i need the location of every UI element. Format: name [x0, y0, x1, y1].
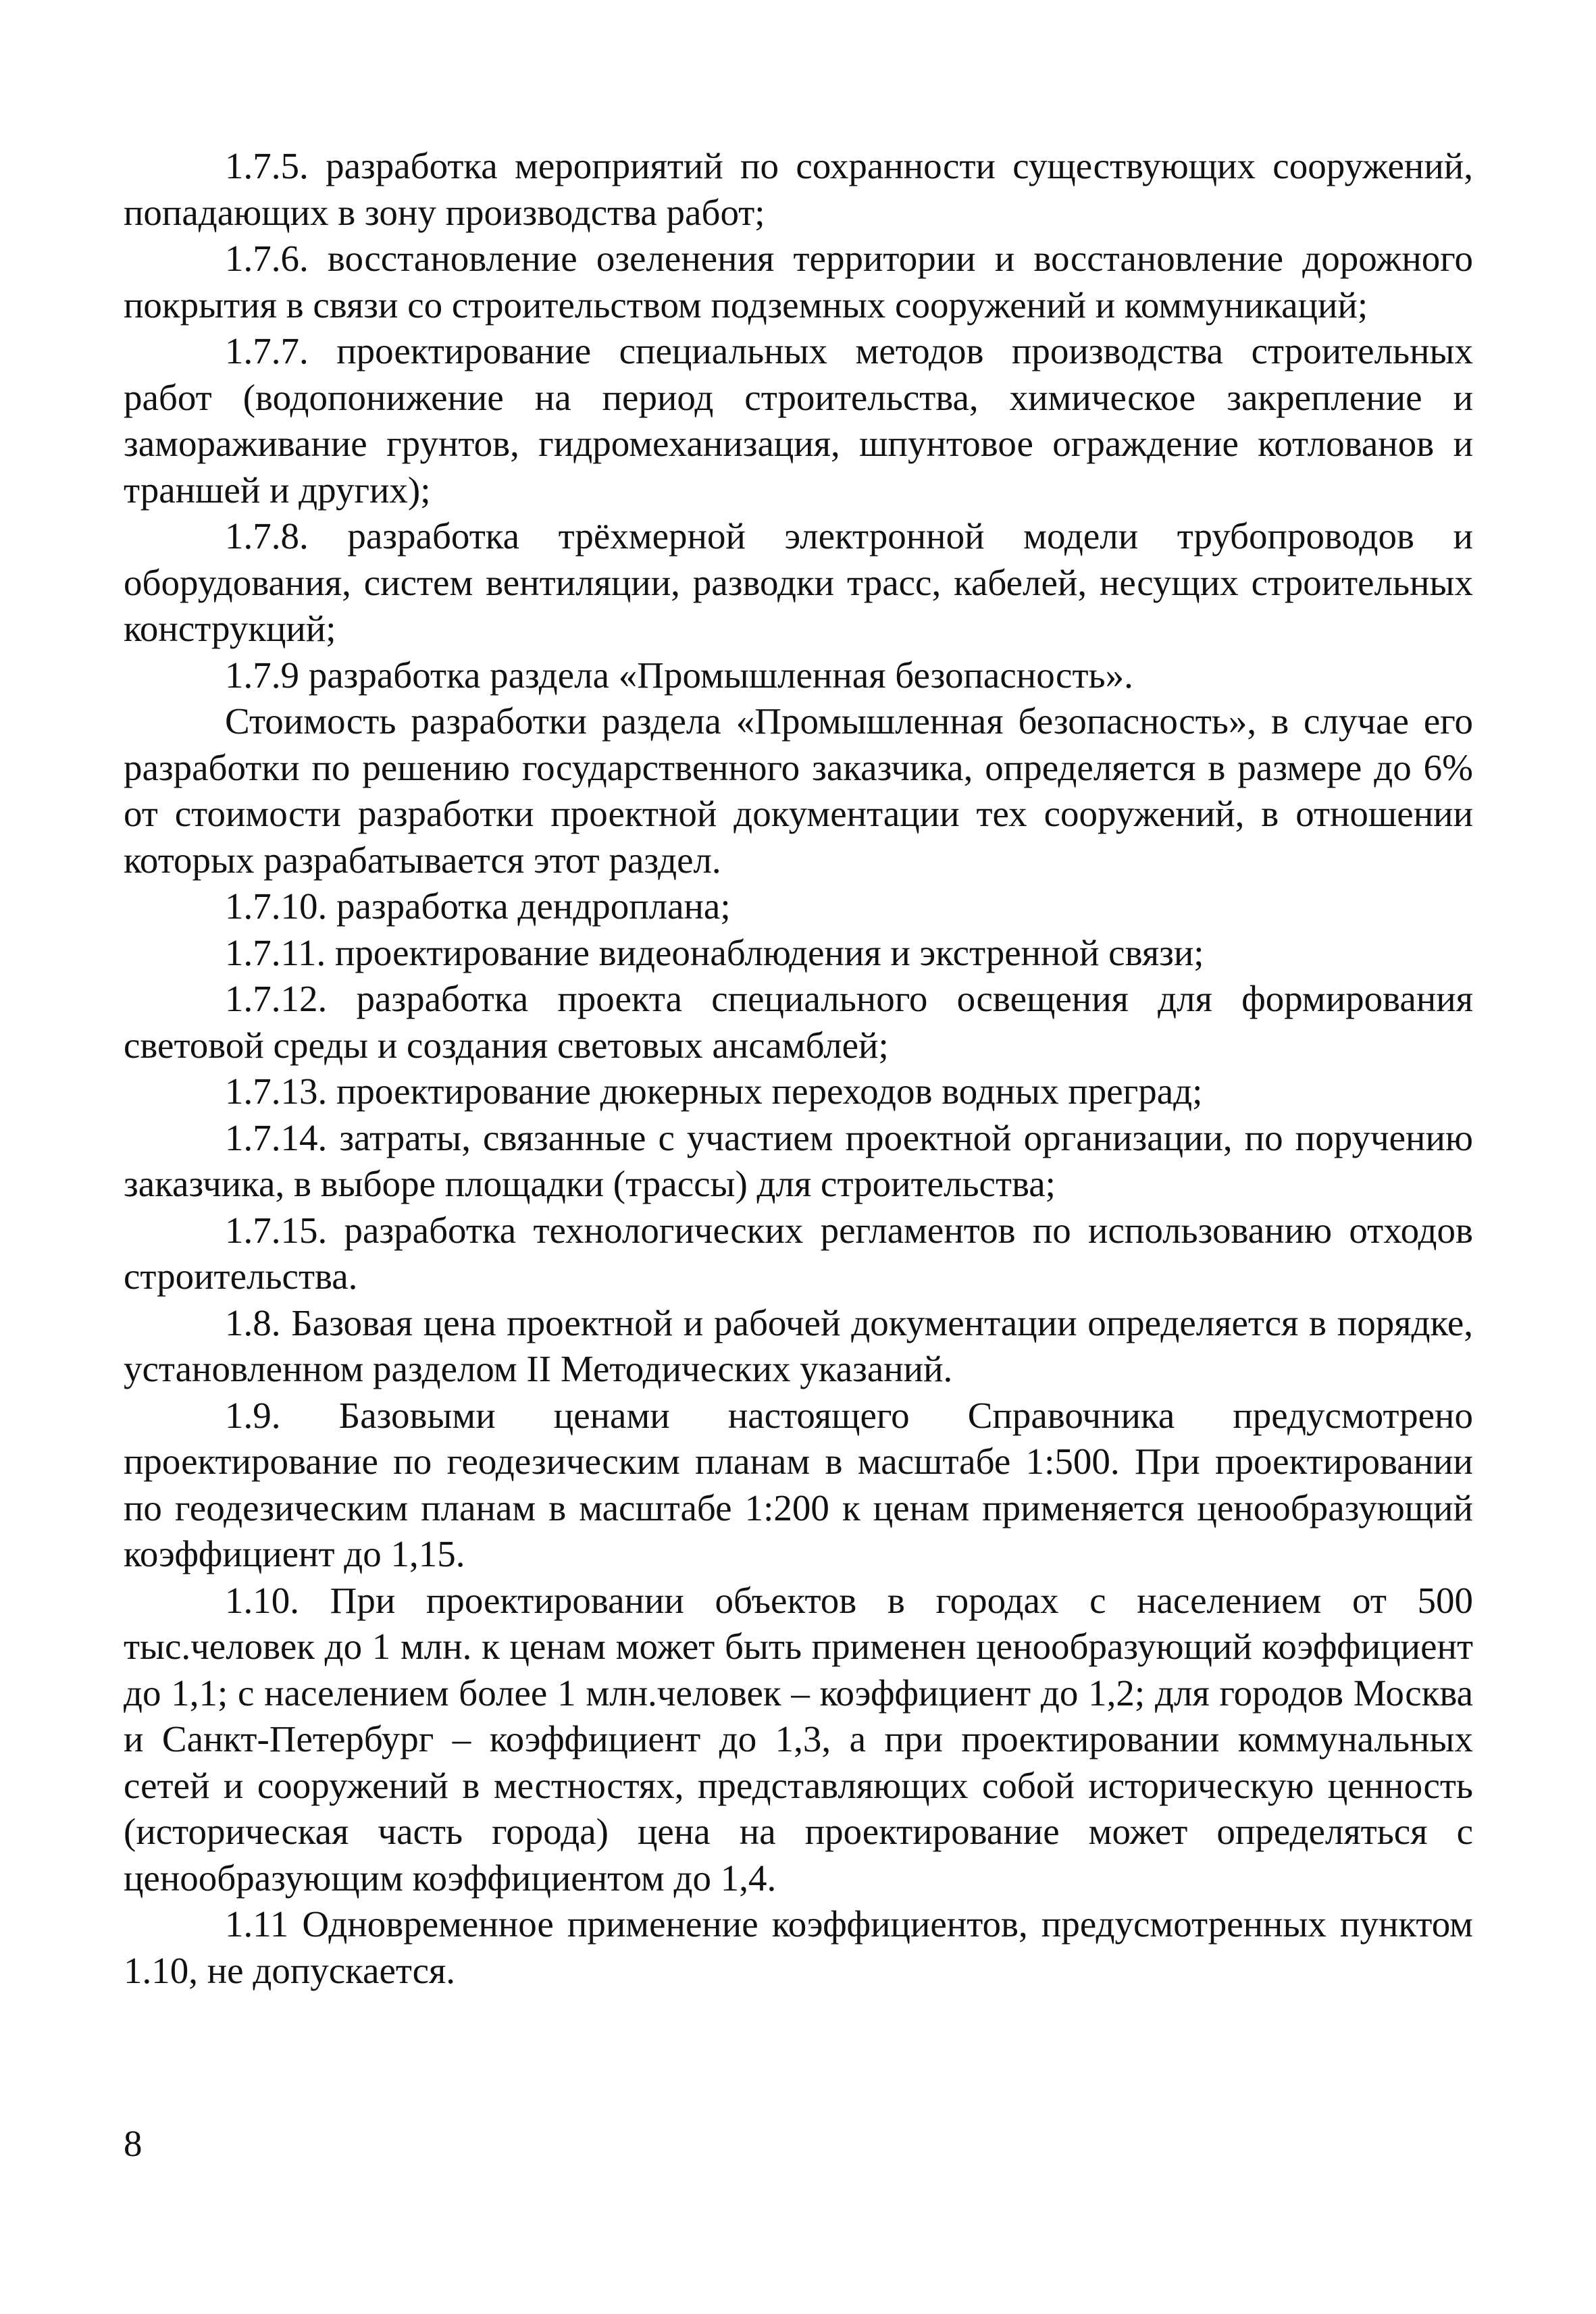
document-body [124, 143, 1473, 1994]
paragraph-1-7-8: 1.7.8. разработка трёхмерной электронной модели трубопроводов и оборудования, систем вентиляции, разводки трасс, кабелей, несущих строительных конструкций; [124, 515, 1473, 649]
paragraph-1-7-9: 1.7.9 разработка раздела «Промышленная безопасность». [225, 654, 1133, 696]
paragraph-1-7-6: 1.7.6. восстановление озеленения территории и восстановление дорожного покрытия в связи со строительством подземных сооружений и коммуникаций; [124, 238, 1473, 326]
paragraph-1-9: 1.9. Базовыми ценами настоящего Справочника предусмотрено проектирование по геодезическим планам в масштабе 1:500. При проектировании по геодезическим планам в масштабе 1:200 к ценам применяется ценообразующий коэффициент до 1,15. [124, 1394, 1473, 1574]
paragraph-1-7-5: 1.7.5. разработка мероприятий по сохранности существующих сооружений, попадающих в зону производства работ; [124, 145, 1473, 233]
page-number: 8 [124, 2123, 143, 2164]
paragraph-1-7-7: 1.7.7. проектирование специальных методов производства строительных работ (водопонижение на период строительства, химическое закрепление и замораживание грунтов, гидромеханизация, шпунтовое ограждение котлованов и траншей и других); [124, 330, 1473, 511]
paragraph-1-8: 1.8. Базовая цена проектной и рабочей документации определяется в порядке, установленном разделом II Методических указаний. [124, 1302, 1473, 1389]
paragraph-1-7-11: 1.7.11. проектирование видеонаблюдения и экстренной связи; [225, 931, 1204, 973]
paragraph-1-10: 1.10. При проектировании объектов в городах с населением от 500 тыс.человек до 1 млн. к ценам может быть применен ценообразующий коэффициент до 1,1; с населением более 1 млн.человек – коэффициент до 1,2; для городов Москва и Санкт-Петербург – коэффициент до 1,3, а при проектировании коммунальных сетей и сооружений в местностях, представляющих собой историческую ценность (историческая часть города) цена на проектирование может определяться с ценообразующим коэффициентом до 1,4. [124, 1579, 1473, 1899]
paragraph-1-11: 1.11 Одновременное применение коэффициентов, предусмотренных пунктом 1.10, не допускается. [124, 1903, 1473, 1991]
paragraph-safety-cost: Стоимость разработки раздела «Промышленная безопасность», в случае его разработки по решению государственного заказчика, определяется в размере до 6% от стоимости разработки проектной документации тех сооружений, в отношении которых разрабатывается этот раздел. [124, 700, 1473, 881]
paragraph-1-7-13: 1.7.13. проектирование дюкерных переходов водных преград; [225, 1071, 1203, 1112]
paragraph-1-7-10: 1.7.10. разработка дендроплана; [225, 885, 731, 927]
paragraph-1-7-14: 1.7.14. затраты, связанные с участием проектной организации, по поручению заказчика, в выборе площадки (трассы) для строительства; [124, 1116, 1473, 1204]
paragraph-1-7-12: 1.7.12. разработка проекта специального освещения для формирования световой среды и создания световых ансамблей; [124, 978, 1473, 1066]
paragraph-1-7-15: 1.7.15. разработка технологических регламентов по использованию отходов строительства. [124, 1209, 1473, 1297]
